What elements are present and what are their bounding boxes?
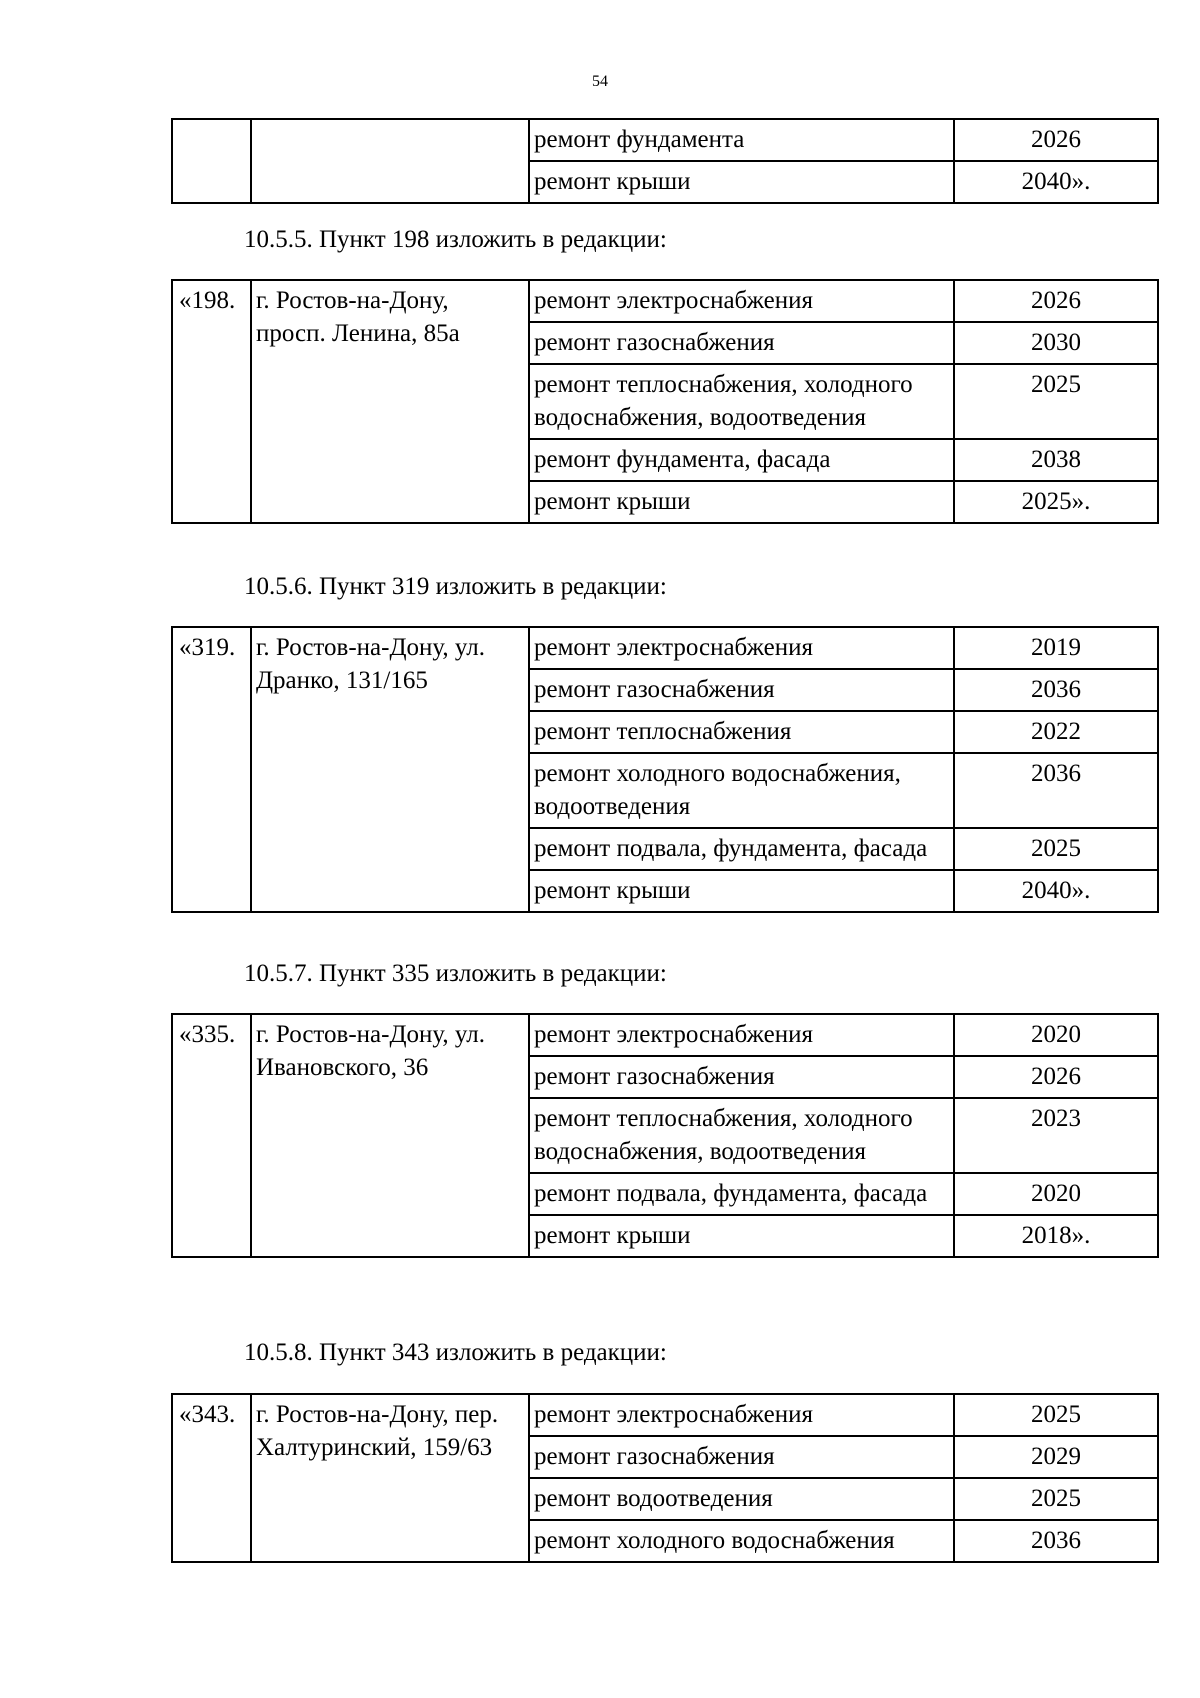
address-cell	[251, 119, 529, 203]
year-cell: 2019	[954, 627, 1158, 669]
work-cell: ремонт холодного водоснабжения	[529, 1520, 954, 1562]
work-cell: ремонт холодного водоснабжения, водоотведения	[529, 753, 954, 828]
year-cell: 2020	[954, 1173, 1158, 1215]
year-cell: 2026	[954, 280, 1158, 322]
year-cell: 2026	[954, 119, 1158, 161]
work-cell: ремонт газоснабжения	[529, 669, 954, 711]
section-heading: 10.5.6. Пункт 319 изложить в редакции:	[244, 573, 667, 600]
year-cell: 2030	[954, 322, 1158, 364]
work-cell: ремонт крыши	[529, 870, 954, 912]
year-cell: 2036	[954, 669, 1158, 711]
item-address: г. Ростов-на-Дону, пер. Халтуринский, 159/63	[251, 1394, 529, 1562]
work-cell: ремонт крыши	[529, 1215, 954, 1257]
table-row	[172, 280, 1158, 322]
section-heading: 10.5.5. Пункт 198 изложить в редакции:	[244, 226, 667, 253]
work-cell: ремонт электроснабжения	[529, 627, 954, 669]
year-cell: 2025	[954, 364, 1158, 439]
work-cell: ремонт крыши	[529, 481, 954, 523]
item-number: «343.	[172, 1394, 251, 1562]
item-table-319	[171, 626, 1159, 913]
year-cell: 2025».	[954, 481, 1158, 523]
item-address: г. Ростов-на-Дону, ул. Ивановского, 36	[251, 1014, 529, 1257]
section-heading: 10.5.7. Пункт 335 изложить в редакции:	[244, 960, 667, 987]
work-cell: ремонт подвала, фундамента, фасада	[529, 1173, 954, 1215]
year-cell: 2023	[954, 1098, 1158, 1173]
work-cell: ремонт теплоснабжения, холодного водоснабжения, водоотведения	[529, 1098, 954, 1173]
work-cell: ремонт крыши	[529, 161, 954, 203]
table-row	[172, 119, 1158, 161]
item-number: «198.	[172, 280, 251, 523]
work-cell: ремонт теплоснабжения, холодного водоснабжения, водоотведения	[529, 364, 954, 439]
work-cell: ремонт фундамента, фасада	[529, 439, 954, 481]
year-cell: 2040».	[954, 870, 1158, 912]
year-cell: 2040».	[954, 161, 1158, 203]
work-cell: ремонт фундамента	[529, 119, 954, 161]
item-table-343	[171, 1393, 1159, 1563]
work-cell: ремонт водоотведения	[529, 1478, 954, 1520]
year-cell: 2025	[954, 1478, 1158, 1520]
section-heading: 10.5.8. Пункт 343 изложить в редакции:	[244, 1339, 667, 1366]
item-address: г. Ростов-на-Дону, ул. Дранко, 131/165	[251, 627, 529, 912]
item-table-335	[171, 1013, 1159, 1258]
item-table-198	[171, 279, 1159, 524]
item-number: «335.	[172, 1014, 251, 1257]
page-number: 54	[592, 73, 608, 90]
year-cell: 2036	[954, 1520, 1158, 1562]
year-cell: 2022	[954, 711, 1158, 753]
table-row	[172, 1394, 1158, 1436]
work-cell: ремонт теплоснабжения	[529, 711, 954, 753]
number-cell	[172, 119, 251, 203]
work-cell: ремонт газоснабжения	[529, 322, 954, 364]
work-cell: ремонт электроснабжения	[529, 1014, 954, 1056]
year-cell: 2018».	[954, 1215, 1158, 1257]
work-cell: ремонт подвала, фундамента, фасада	[529, 828, 954, 870]
work-cell: ремонт газоснабжения	[529, 1056, 954, 1098]
work-cell: ремонт электроснабжения	[529, 1394, 954, 1436]
year-cell: 2020	[954, 1014, 1158, 1056]
table-row	[172, 1014, 1158, 1056]
item-number: «319.	[172, 627, 251, 912]
table-row	[172, 627, 1158, 669]
work-cell: ремонт газоснабжения	[529, 1436, 954, 1478]
year-cell: 2036	[954, 753, 1158, 828]
continuation-table	[171, 118, 1159, 204]
year-cell: 2025	[954, 828, 1158, 870]
year-cell: 2025	[954, 1394, 1158, 1436]
year-cell: 2029	[954, 1436, 1158, 1478]
item-address: г. Ростов-на-Дону, просп. Ленина, 85а	[251, 280, 529, 523]
work-cell: ремонт электроснабжения	[529, 280, 954, 322]
year-cell: 2026	[954, 1056, 1158, 1098]
year-cell: 2038	[954, 439, 1158, 481]
